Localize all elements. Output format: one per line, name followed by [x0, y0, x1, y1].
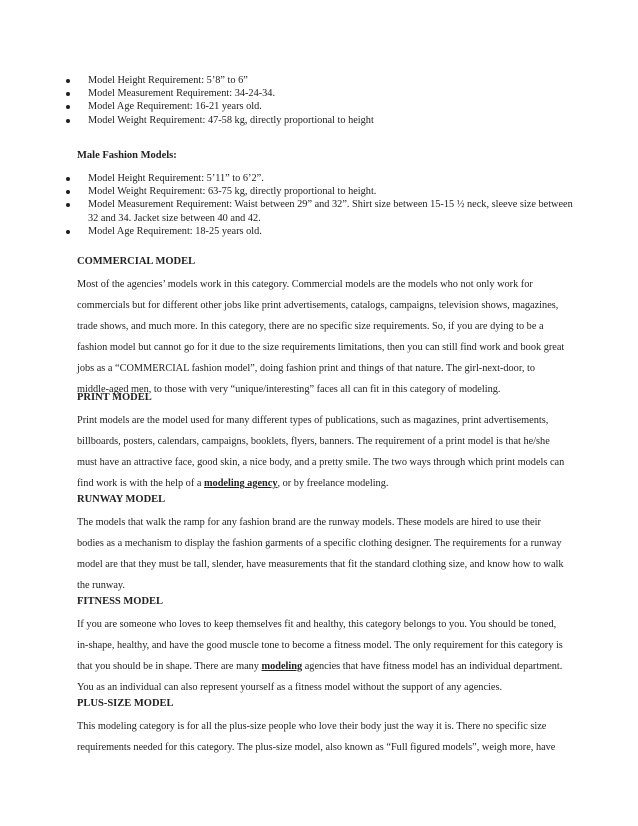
list-item: Model Measurement Requirement: Waist between 29” and 32”. Shirt size between 15-15 ½ neck, sleeve size between 32 and 34. Jacket size between 40 and 42.	[0, 198, 638, 224]
list-item: Model Age Requirement: 16-21 years old.	[0, 100, 638, 113]
list-item: Model Height Requirement: 5’11” to 6’2”.	[0, 172, 638, 185]
bullet-icon	[66, 105, 70, 109]
commercial-model-paragraph: Most of the agencies’ models work in this category. Commercial models are the models who not only work for commercials but for different other jobs like print advertisements, catalogs, campaigns, television shows, magazines, trade shows, and much more. In this category, there are no specific size requirements. So, if you are dying to be a fashion model but cannot go for it due to the size requirements limitations, then you can still find work and book great jobs as a “COMMERCIAL fashion model”, doing fashion print and things of that nature. The girl-next-door, to middle-aged men, to those with very “unique/interesting” faces all can fit in this category of modeling.	[77, 279, 565, 395]
bullet-icon	[66, 177, 70, 181]
female-requirements-list	[0, 74, 638, 127]
list-item: Model Weight Requirement: 47-58 kg, directly proportional to height	[0, 114, 638, 127]
list-item: Model Height Requirement: 5’8” to 6”	[0, 74, 638, 87]
plus-size-model-heading: PLUS-SIZE MODEL	[77, 698, 174, 709]
commercial-model-heading: COMMERCIAL MODEL	[77, 256, 196, 267]
bullet-icon	[66, 203, 70, 207]
bullet-icon	[66, 79, 70, 83]
print-model-paragraph: Print models are the model used for many different types of publications, such as magazines, print advertisements, billboards, posters, calendars, campaigns, booklets, flyers, banners. The requirement of a print model is that he/she must have an attractive face, good skin, a nice body, and a pretty smile. The two ways through which print models can find work is with the help of a modeling agency, or by freelance modeling.	[77, 415, 565, 489]
modeling-link[interactable]: modeling	[261, 661, 303, 672]
list-item: Model Weight Requirement: 63-75 kg, directly proportional to height.	[0, 185, 638, 198]
bullet-icon	[66, 119, 70, 123]
bullet-icon	[66, 230, 70, 234]
bullet-icon	[66, 92, 70, 96]
runway-model-heading: RUNWAY MODEL	[77, 494, 166, 505]
runway-model-paragraph: The models that walk the ramp for any fashion brand are the runway models. These models are hired to use their bodies as a mechanism to display the fashion garments of a specific clothing designer. The requirements for a runway model are that they must be tall, slender, have measurements that fit the standard clothing size, and know how to walk the runway.	[77, 517, 564, 591]
fitness-model-heading: FITNESS MODEL	[77, 596, 164, 607]
plus-size-model-paragraph: This modeling category is for all the plus-size people who love their body just the way it is. There no specific size requirements needed for this category. The plus-size model, also known as “Full figured models”, weigh more, have	[77, 721, 556, 753]
list-item: Model Measurement Requirement: 34-24-34.	[0, 87, 638, 100]
modeling-agency-link[interactable]: modeling agency	[203, 478, 278, 489]
male-requirements-list	[0, 172, 638, 238]
fitness-model-paragraph: If you are someone who loves to keep themselves fit and healthy, this category belongs to you. You should be toned, in-shape, healthy, and have the good muscle tone to become a fitness model. The only requirement for this category is that you should be in shape. There are many modeling agencies that have fitness model has an individual department. You as an individual can also represent yourself as a fitness model without the support of any agencies.	[77, 619, 563, 693]
male-models-heading: Male Fashion Models:	[77, 150, 177, 161]
bullet-icon	[66, 190, 70, 194]
print-model-heading: PRINT MODEL	[77, 392, 152, 403]
list-item: Model Age Requirement: 18-25 years old.	[0, 225, 638, 238]
